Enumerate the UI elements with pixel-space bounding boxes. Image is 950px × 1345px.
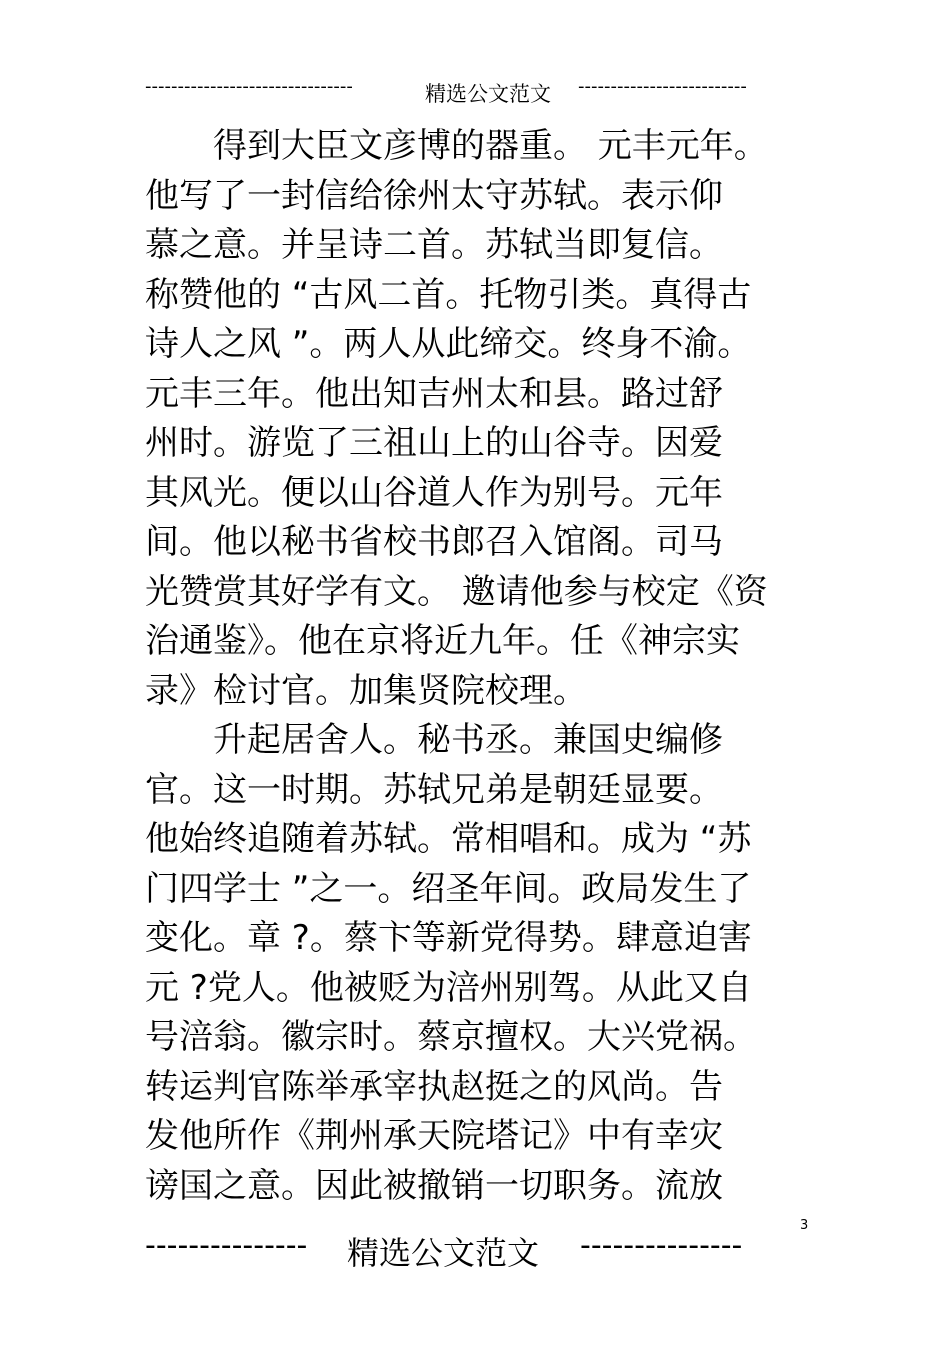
header-dashes-left: -------------------------------- (145, 76, 353, 97)
footer-title: 精选公文范文 (347, 1234, 540, 1272)
text-line: 得到大臣文彦博的器重。 元丰元年。 (145, 126, 768, 166)
text-line: 转运判官陈举承宰执赵挺之的风尚。告 (145, 1066, 723, 1107)
text-line: 治通鉴》。他在京将近九年。任《神宗实 (145, 621, 740, 661)
text-line: 发他所作《荆州承天院塔记》中有幸灾 (145, 1116, 723, 1156)
text-line: 官。这一时期。苏轼兄弟是朝廷显要。 (145, 769, 723, 810)
header-title: 精选公文范文 (425, 82, 551, 106)
footer-dashes-left: --------------- (145, 1228, 308, 1263)
text-line: 诗人之风 ”。两人从此缔交。终身不渝。 (145, 324, 752, 364)
text-line: 升起居舍人。秘书丞。兼国史编修 (145, 720, 723, 760)
text-line: 间。他以秘书省校书郎召入馆阁。司马 (145, 522, 723, 562)
text-line: 门四学士 ”之一。绍圣年间。政局发生了 (145, 868, 752, 909)
text-line: 其风光。便以山谷道人作为别号。元年 (145, 472, 723, 513)
text-line: 号涪翁。徽宗时。蔡京擅权。大兴党祸。 (145, 1017, 757, 1057)
text-line: 称赞他的 “古风二首。托物引类。真得古 (145, 274, 752, 315)
text-line: 他写了一封信给徐州太守苏轼。表示仰 (145, 175, 723, 216)
text-line: 变化。章 ?。蔡卞等新党得势。肆意迫害 (145, 918, 752, 958)
text-line: 光赞赏其好学有文。 邀请他参与校定《资 (145, 571, 768, 612)
body-text (145, 122, 815, 1211)
footer-dashes-right: --------------- (580, 1228, 743, 1263)
text-line: 州时。游览了三祖山上的山谷寺。因爱 (145, 423, 723, 463)
text-line: 元丰三年。他出知吉州太和县。路过舒 (145, 373, 723, 414)
page-footer (0, 1228, 950, 1278)
page-header (0, 76, 950, 106)
text-line: 元 ?党人。他被贬为涪州别驾。从此又自 (145, 967, 752, 1008)
text-line: 录》检讨官。加集贤院校理。 (145, 670, 587, 711)
header-dashes-right: -------------------------- (578, 76, 747, 97)
text-line: 谤国之意。因此被撤销一切职务。流放 (145, 1165, 723, 1206)
text-line: 慕之意。并呈诗二首。苏轼当即复信。 (145, 225, 723, 265)
text-line: 他始终追随着苏轼。常相唱和。成为 “苏 (145, 819, 752, 859)
page-number: 3 (800, 1218, 809, 1233)
